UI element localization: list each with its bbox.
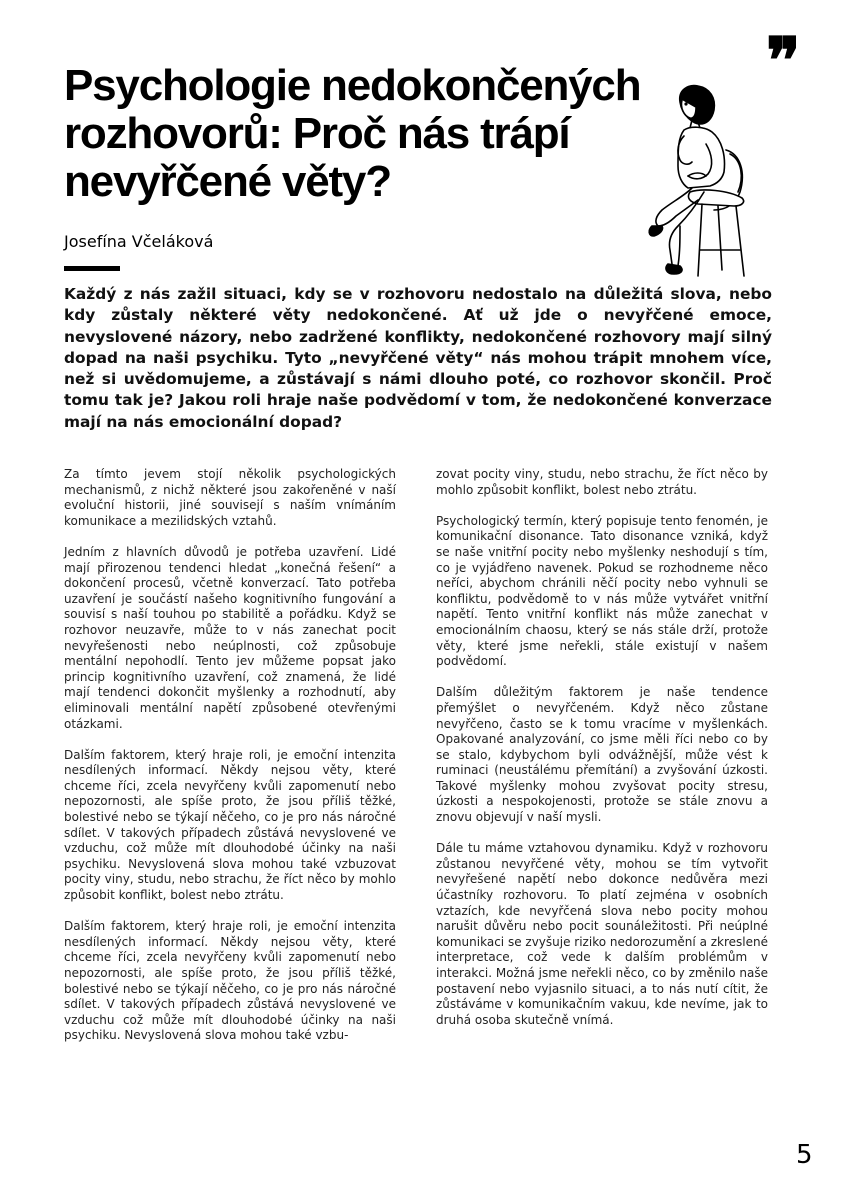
author-name: Josefína Včeláková bbox=[64, 232, 214, 251]
body-paragraph: Dalším důležitým faktorem je naše tendence přemýšlet o nevyřčeném. Když něco zůstane nevyřčeno, často se k tomu vracíme v myšlenkách. Opakované analyzování, co jsme měli říci nebo co by se stalo, kdybychom byli odvážnější, může vést k ruminaci (neustálému přemítání) a zvyšování úzkosti. Takové myšlenky mohou zvyšovat pocity stresu, úzkosti a nespokojenosti, protože se stále znovu a znovu objevují v naší mysli. bbox=[436, 685, 768, 825]
lead-paragraph: Každý z nás zažil situaci, kdy se v rozhovoru nedostalo na důležitá slova, nebo kdy zůstaly některé věty nedokončené. Ať už jde o nevyřčené emoce, nevyslovené názory, nebo zadržené konflikty, nedokončené rozhovory mají silný dopad na naši psychiku. Tyto „nevyřčené věty“ nás mohou trápit mnohem více, než si uvědomujeme, a zůstávají s námi dlouho poté, co rozhovor skončil. Proč tomu tak je? Jakou roli hraje naše podvědomí v tom, že nedokončené konverzace mají na nás emocionální dopad? bbox=[64, 285, 772, 431]
body-paragraph: Dalším faktorem, který hraje roli, je emoční intenzita nesdílených informací. Někdy nejsou věty, které chceme říci, zcela nevyřčeny kvůli zapomenutí nebo nepozornosti, ale spíše proto, že jsou příliš těžké, bolestivé nebo se týkají něčeho, co je pro nás náročné sdílet. V takových případech zůstává nevyslovené ve vzduchu, což může mít dlouhodobé účinky na naši psychiku. Nevyslovená slova mohou také vzbuzovat pocity viny, studu, nebo strachu, že říct něco by mohlo způsobit konflikt, bolest nebo ztrátu. bbox=[64, 747, 396, 903]
quote-mark-icon: ❞ bbox=[766, 24, 801, 99]
title-divider bbox=[64, 266, 120, 271]
body-column-right bbox=[436, 467, 768, 1044]
body-paragraph: zovat pocity viny, studu, nebo strachu, že říct něco by mohlo způsobit konflikt, bolest nebo ztrátu. bbox=[436, 467, 768, 497]
body-column-left bbox=[64, 467, 396, 1060]
body-paragraph: Dále tu máme vztahovou dynamiku. Když v rozhovoru zůstanou nevyřčené věty, mohou se tím vytvořit nevyřešené napětí nebo dokonce nedůvěra mezi účastníky rozhovoru. To platí zejména v osobních vztazích, kde nevyřčená slova nebo pocity mohou narušit důvěru nebo pocit sounáležitosti. Při neúplné komunikaci se zvyšuje riziko nedorozumění a zkreslené interpretace, což vede k dalším problémům v interakci. Možná jsme neřekli něco, co by změnilo naše postavení nebo vyjasnilo situaci, a to nás nutí cítit, že zůstáváme v komunikačním vakuu, kde nevíme, jak to druhá osoba skutečně vnímá. bbox=[436, 841, 768, 1027]
page-number: 5 bbox=[796, 1140, 813, 1170]
body-paragraph: Dalším faktorem, který hraje roli, je emoční intenzita nesdílených informací. Někdy nejsou věty, které chceme říci, zcela nevyřčeny kvůli zapomenutí nebo nepozornosti, ale spíše proto, že jsou příliš těžké, bolestivé nebo se týkají něčeho, co je pro nás náročné sdílet. V takových případech zůstává nevyslovené ve vzduchu což může mít dlouhodobé účinky na naši psychiku. Nevyslovená slova mohou také vzbu- bbox=[64, 919, 396, 1043]
body-paragraph: Za tímto jevem stojí několik psychologických mechanismů, z nichž některé jsou zakořeněné v naší evoluční historii, jiné souvisejí s naším vnímáním komunikace a mezilidských vztahů. bbox=[64, 467, 396, 528]
body-paragraph: Psychologický termín, který popisuje tento fenomén, je komunikační disonance. Tato disonance vzniká, když se naše vnitřní pocity nebo myšlenky neshodují s tím, co je vyjádřeno navenek. Pokud se rozhodneme něco neříci, abychom chránili něčí pocity nebo vyhnuli se konfliktu, podvědomě to v nás může vytvářet vnitřní napětí. Tento vnitřní konflikt nás může zanechat v emocionálním chaosu, který se nás stále drží, protože věty, které jsme neřekli, stále existují v našem podvědomí. bbox=[436, 513, 768, 669]
article-title: Psychologie nedokončených rozhovorů: Proč nás trápí nevyřčené věty? bbox=[64, 61, 641, 206]
seated-woman-illustration-icon bbox=[618, 80, 768, 280]
body-paragraph: Jedním z hlavních důvodů je potřeba uzavření. Lidé mají přirozenou tendenci hledat „konečná řešení“ a dokončení procesů, včetně konverzací. Tato potřeba uzavření je součástí našeho kognitivního fungování a souvisí s naší touhou po stabilitě a pořádku. Když se rozhovor neuzavře, může to v nás zanechat pocit nevyřešenosti nebo neúplnosti, což způsobuje mentální nepohodlí. Tento jev můžeme popsat jako princip kognitivního uzavření, což znamená, že lidé mají tendenci dokončit myšlenky a rozhodnutí, aby eliminovali mentální napětí způsobené otevřenými otázkami. bbox=[64, 544, 396, 731]
